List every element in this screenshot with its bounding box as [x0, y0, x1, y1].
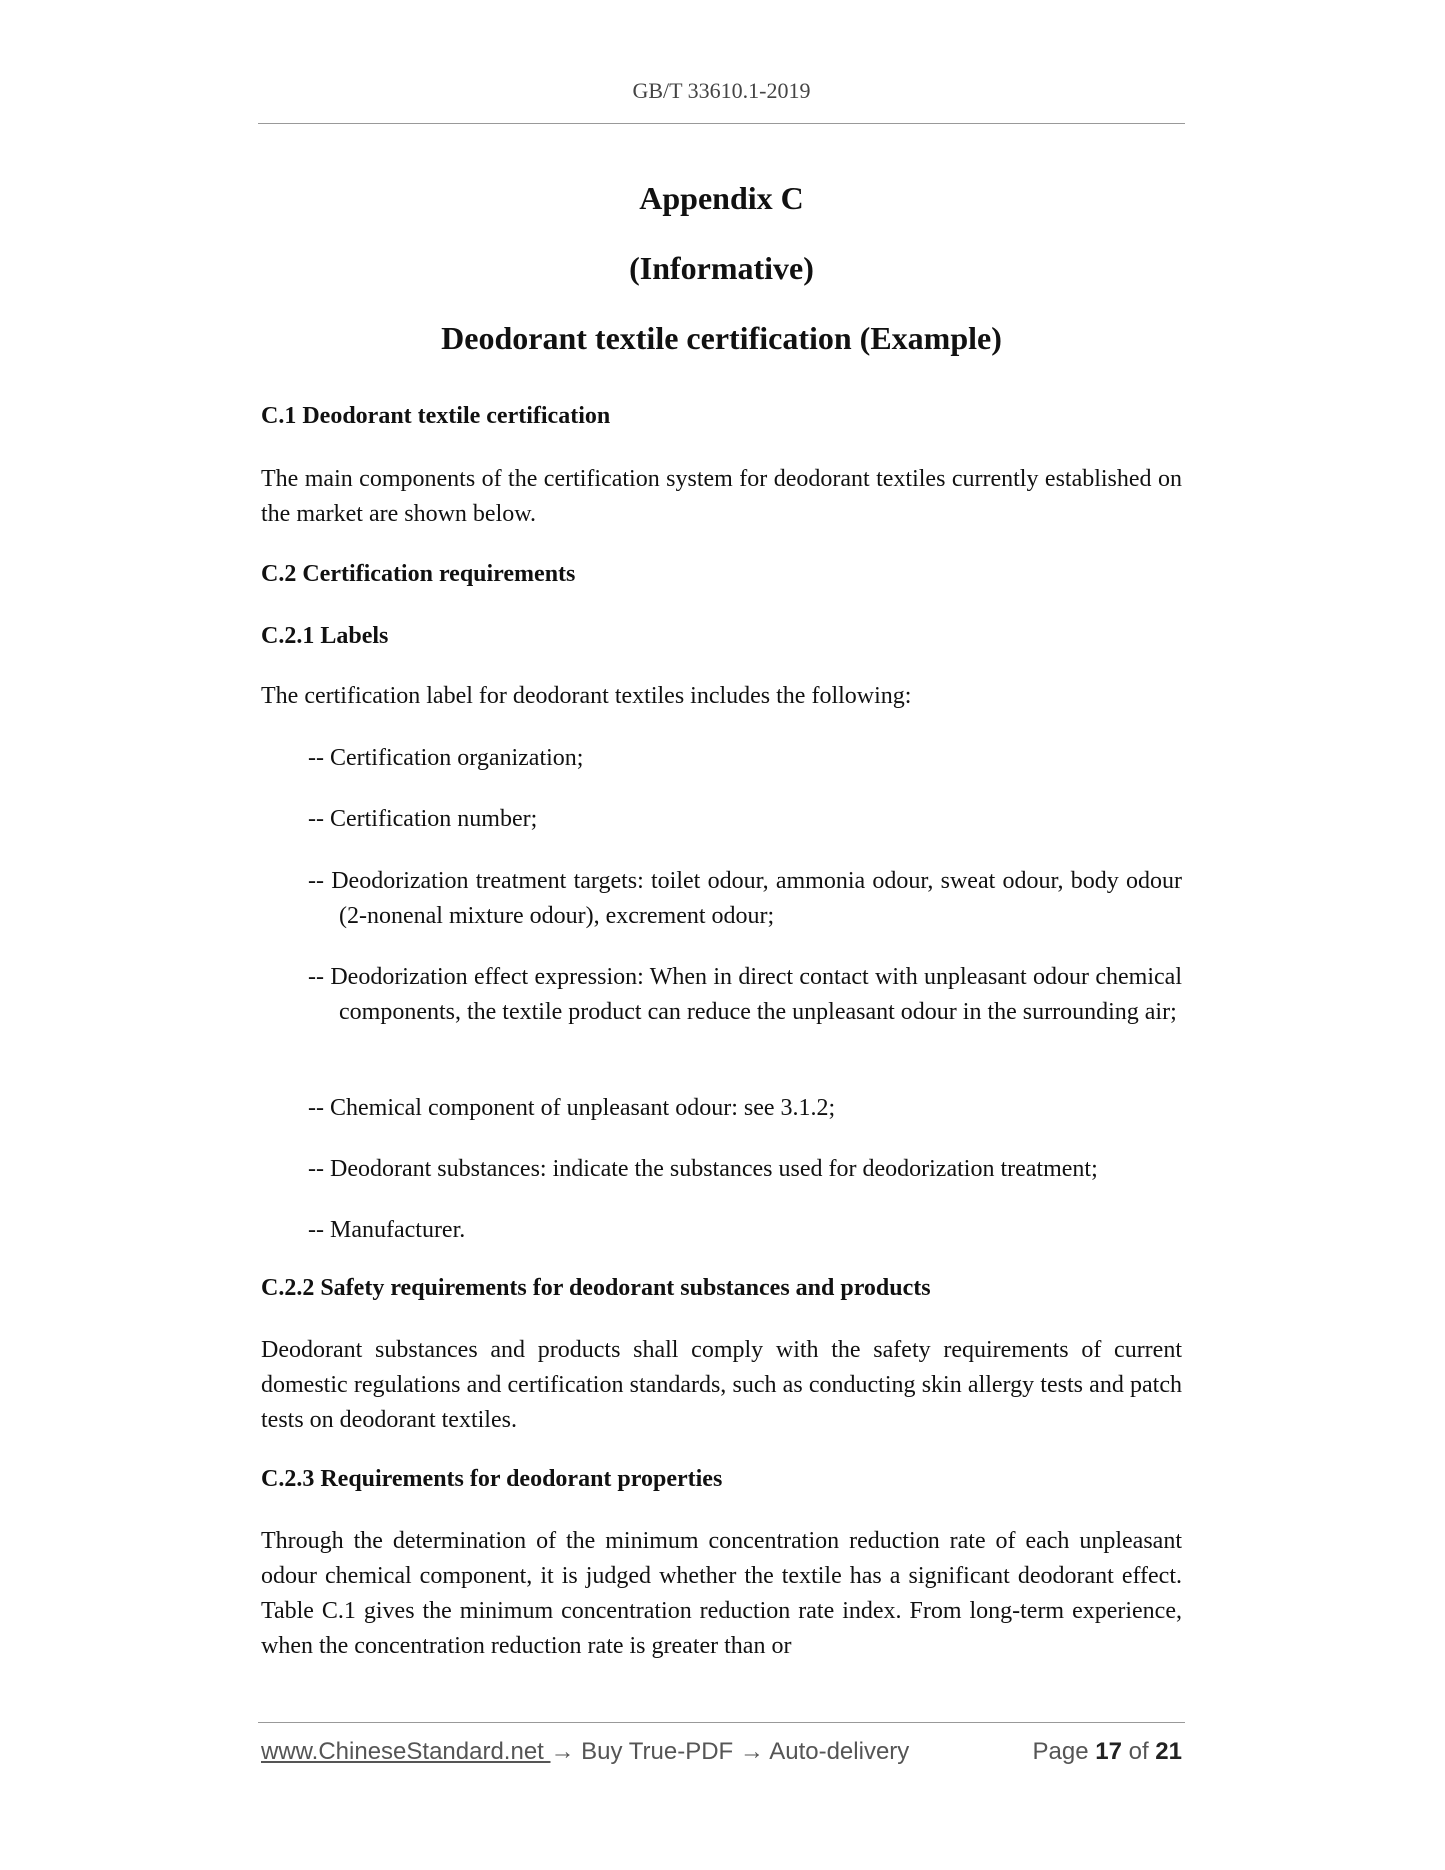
- page-current: 17: [1095, 1738, 1122, 1765]
- arrow-right-icon: →: [739, 1738, 764, 1765]
- page-indicator: [1033, 1738, 1183, 1766]
- arrow-right-icon: →: [550, 1738, 575, 1765]
- appendix-name: Deodorant textile certification (Example): [441, 320, 1002, 356]
- page-total: 21: [1155, 1738, 1182, 1765]
- list-item: -- Certification number;: [308, 806, 538, 832]
- section-c23-heading: C.2.3 Requirements for deodorant properties: [261, 1466, 723, 1492]
- list-item: -- Deodorant substances: indicate the substances used for deodorization treatment;: [308, 1156, 1098, 1182]
- header-rule: [258, 123, 1185, 124]
- section-c2-heading: C.2 Certification requirements: [261, 561, 576, 587]
- section-c23-paragraph: Through the determination of the minimum concentration reduction rate of each unpleasant odour chemical component, it is judged whether the textile has a significant deodorant effect. Table C.1 gives the minimum concentration reduction rate index. From long-term experience, when the concentration reduction rate is greater than or: [261, 1528, 1182, 1659]
- section-c1-paragraph: The main components of the certification system for deodorant textiles currently established on the market are shown below.: [261, 466, 1182, 527]
- auto-delivery-text: Auto-delivery: [763, 1738, 910, 1765]
- buy-true-pdf-text: Buy True-PDF: [574, 1738, 740, 1765]
- appendix-title: Appendix C: [639, 180, 804, 216]
- list-item: -- Certification organization;: [308, 745, 584, 771]
- page-footer: [261, 1738, 1182, 1766]
- page-header: GB/T 33610.1-2019: [632, 78, 811, 103]
- list-item: -- Deodorization treatment targets: toilet odour, ammonia odour, sweat odour, body odour (2-nonenal mixture odour), excrement odour;: [308, 868, 1182, 929]
- appendix-type: (Informative): [629, 250, 814, 286]
- section-c21-paragraph: The certification label for deodorant textiles includes the following:: [261, 683, 912, 709]
- document-page: [258, 0, 1185, 1870]
- page-label: Page: [1032, 1738, 1089, 1765]
- list-item: -- Deodorization effect expression: When in direct contact with unpleasant odour chemical components, the textile product can reduce the unpleasant odour in the surrounding air;: [308, 964, 1182, 1025]
- section-c22-heading: C.2.2 Safety requirements for deodorant substances and products: [261, 1275, 931, 1301]
- footer-rule: [258, 1722, 1185, 1723]
- of-label: of: [1128, 1738, 1149, 1765]
- list-item: -- Manufacturer.: [308, 1217, 466, 1243]
- section-c1-heading: C.1 Deodorant textile certification: [261, 403, 611, 429]
- section-c21-heading: C.2.1 Labels: [261, 623, 389, 649]
- chinesestandard-link[interactable]: www.ChineseStandard.net: [261, 1738, 551, 1765]
- list-item: -- Chemical component of unpleasant odour: see 3.1.2;: [308, 1095, 836, 1121]
- section-c22-paragraph: Deodorant substances and products shall comply with the safety requirements of current domestic regulations and certification standards, such as conducting skin allergy tests and patch tests on deodorant textiles.: [261, 1337, 1182, 1433]
